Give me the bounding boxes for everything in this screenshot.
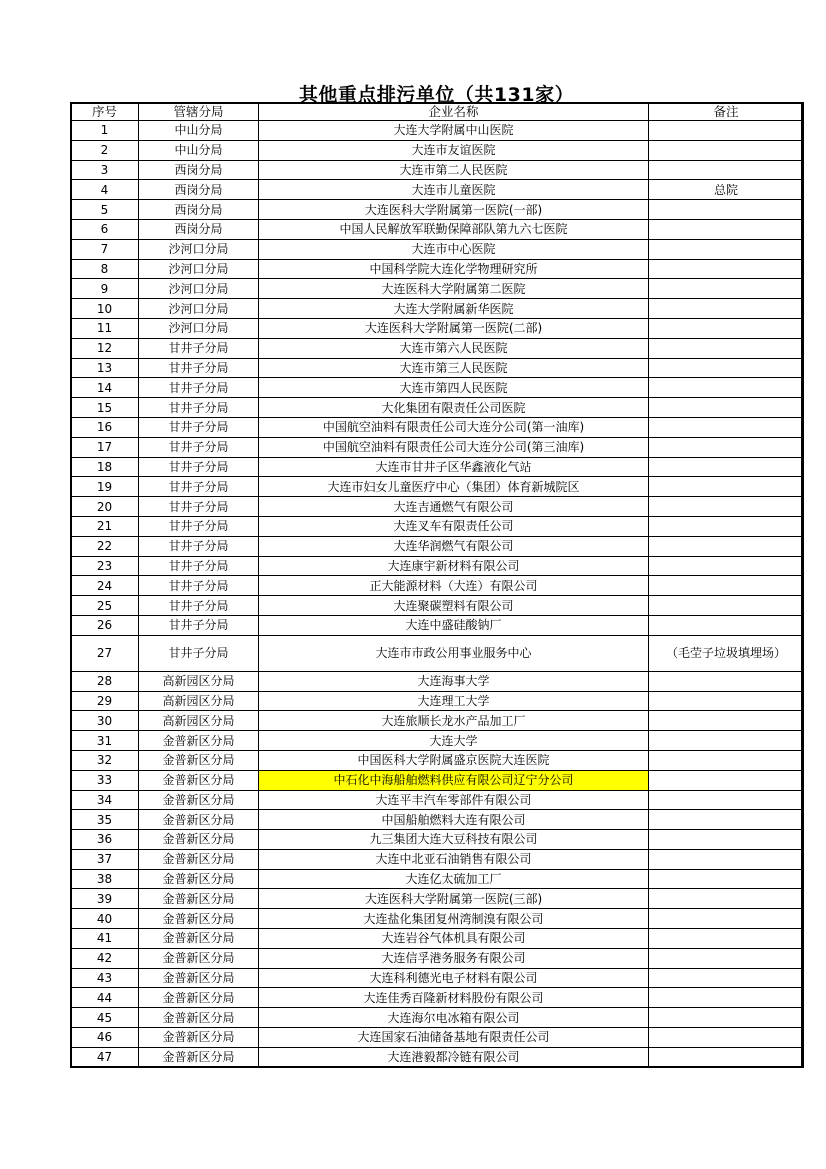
cell-district[interactable]: 金普新区分局 (139, 1047, 259, 1067)
table-row (71, 180, 804, 200)
cell-name[interactable]: 大连市妇女儿童医疗中心（集团）体育新城院区 (259, 477, 649, 497)
cell-district[interactable]: 金普新区分局 (139, 909, 259, 929)
cell-no[interactable]: 38 (71, 869, 139, 889)
cell-district[interactable]: 甘井子分局 (139, 457, 259, 477)
cell-name[interactable]: 大连大学附属中山医院 (259, 121, 649, 141)
cell-district[interactable]: 甘井子分局 (139, 635, 259, 671)
cell-name[interactable]: 大连市第二人民医院 (259, 160, 649, 180)
cell-no[interactable]: 33 (71, 770, 139, 790)
table-row (71, 516, 804, 536)
cell-note[interactable] (649, 200, 804, 220)
cell-no[interactable]: 22 (71, 536, 139, 556)
cell-no[interactable]: 8 (71, 259, 139, 279)
cell-note[interactable] (649, 731, 804, 751)
table-row (71, 968, 804, 988)
cell-no[interactable]: 7 (71, 239, 139, 259)
cell-note[interactable] (649, 318, 804, 338)
cell-name[interactable]: 大连华润燃气有限公司 (259, 536, 649, 556)
header-no[interactable]: 序号 (71, 103, 139, 121)
cell-district[interactable]: 西岗分局 (139, 160, 259, 180)
cell-name[interactable]: 大连中北亚石油销售有限公司 (259, 849, 649, 869)
cell-note[interactable] (649, 358, 804, 378)
cell-name[interactable]: 大连康宇新材料有限公司 (259, 556, 649, 576)
cell-no[interactable]: 17 (71, 437, 139, 457)
table-row (71, 691, 804, 711)
cell-note[interactable] (649, 279, 804, 299)
cell-no[interactable]: 2 (71, 140, 139, 160)
cell-name[interactable]: 大连医科大学附属第二医院 (259, 279, 649, 299)
cell-name[interactable]: 大连市第四人民医院 (259, 378, 649, 398)
table-row (71, 988, 804, 1008)
cell-name[interactable]: 中国人民解放军联勤保障部队第九六七医院 (259, 219, 649, 239)
cell-district[interactable]: 甘井子分局 (139, 378, 259, 398)
cell-note[interactable] (649, 338, 804, 358)
cell-note[interactable] (649, 140, 804, 160)
cell-no[interactable]: 5 (71, 200, 139, 220)
cell-district[interactable]: 甘井子分局 (139, 576, 259, 596)
cell-district[interactable]: 金普新区分局 (139, 790, 259, 810)
cell-name[interactable]: 大连旅顺长龙水产品加工厂 (259, 711, 649, 731)
cell-name[interactable]: 正大能源材料（大连）有限公司 (259, 576, 649, 596)
cell-district[interactable]: 金普新区分局 (139, 770, 259, 790)
cell-district[interactable]: 高新园区分局 (139, 691, 259, 711)
cell-no[interactable]: 19 (71, 477, 139, 497)
cell-name[interactable]: 大连市第六人民医院 (259, 338, 649, 358)
cell-district[interactable]: 甘井子分局 (139, 437, 259, 457)
table-row (71, 417, 804, 437)
cell-name[interactable]: 中国医科大学附属盛京医院大连医院 (259, 750, 649, 770)
cell-note[interactable] (649, 889, 804, 909)
cell-note[interactable] (649, 398, 804, 418)
cell-name[interactable]: 大连科利德光电子材料有限公司 (259, 968, 649, 988)
cell-name[interactable]: 中石化中海船舶燃料供应有限公司辽宁分公司 (259, 770, 649, 790)
cell-district[interactable]: 金普新区分局 (139, 810, 259, 830)
cell-note[interactable] (649, 750, 804, 770)
cell-name[interactable]: 中国船舶燃料大连有限公司 (259, 810, 649, 830)
cell-no[interactable]: 24 (71, 576, 139, 596)
cell-name[interactable]: 大连市第三人民医院 (259, 358, 649, 378)
table-row (71, 239, 804, 259)
cell-no[interactable]: 41 (71, 929, 139, 949)
cell-district[interactable]: 高新园区分局 (139, 711, 259, 731)
table-row (71, 711, 804, 731)
cell-note[interactable]: （毛茔子垃圾填埋场） (649, 635, 804, 671)
cell-district[interactable]: 金普新区分局 (139, 889, 259, 909)
cell-no[interactable]: 39 (71, 889, 139, 909)
cell-note[interactable] (649, 929, 804, 949)
header-note[interactable]: 备注 (649, 103, 804, 121)
cell-no[interactable]: 35 (71, 810, 139, 830)
cell-district[interactable]: 甘井子分局 (139, 358, 259, 378)
cell-no[interactable]: 47 (71, 1047, 139, 1067)
cell-district[interactable]: 沙河口分局 (139, 279, 259, 299)
cell-note[interactable] (649, 556, 804, 576)
cell-name[interactable]: 大连港毅都冷链有限公司 (259, 1047, 649, 1067)
cell-no[interactable]: 45 (71, 1008, 139, 1028)
cell-name[interactable]: 大连市友谊医院 (259, 140, 649, 160)
cell-district[interactable]: 金普新区分局 (139, 869, 259, 889)
cell-district[interactable]: 金普新区分局 (139, 1008, 259, 1028)
table-row (71, 160, 804, 180)
cell-name[interactable]: 大连平丰汽车零部件有限公司 (259, 790, 649, 810)
table-row (71, 909, 804, 929)
cell-note[interactable] (649, 1028, 804, 1048)
cell-note[interactable] (649, 968, 804, 988)
table-row (71, 1028, 804, 1048)
cell-note[interactable] (649, 1008, 804, 1028)
cell-district[interactable]: 沙河口分局 (139, 299, 259, 319)
cell-district[interactable]: 甘井子分局 (139, 556, 259, 576)
cell-note[interactable] (649, 810, 804, 830)
cell-name[interactable]: 大连大学 (259, 731, 649, 751)
cell-name[interactable]: 中国航空油料有限责任公司大连分公司(第三油库) (259, 437, 649, 457)
enterprise-table (70, 102, 804, 1068)
cell-name[interactable]: 大连信孚港务服务有限公司 (259, 948, 649, 968)
cell-district[interactable]: 金普新区分局 (139, 830, 259, 850)
table-row (71, 750, 804, 770)
table-row (71, 358, 804, 378)
cell-name[interactable]: 中国科学院大连化学物理研究所 (259, 259, 649, 279)
cell-name[interactable]: 大连医科大学附属第一医院(二部) (259, 318, 649, 338)
cell-note[interactable] (649, 671, 804, 691)
cell-name[interactable]: 大连中盛硅酸钠厂 (259, 615, 649, 635)
cell-no[interactable]: 43 (71, 968, 139, 988)
cell-district[interactable]: 西岗分局 (139, 219, 259, 239)
cell-note[interactable] (649, 849, 804, 869)
table-row (71, 477, 804, 497)
cell-no[interactable]: 14 (71, 378, 139, 398)
table-row (71, 731, 804, 751)
header-name[interactable]: 企业名称 (259, 103, 649, 121)
cell-name[interactable]: 中国航空油料有限责任公司大连分公司(第一油库) (259, 417, 649, 437)
cell-note[interactable] (649, 437, 804, 457)
table-row (71, 437, 804, 457)
cell-district[interactable]: 西岗分局 (139, 180, 259, 200)
cell-no[interactable]: 29 (71, 691, 139, 711)
cell-name[interactable]: 大连医科大学附属第一医院(一部) (259, 200, 649, 220)
table-row (71, 849, 804, 869)
table-row (71, 299, 804, 319)
cell-district[interactable]: 沙河口分局 (139, 239, 259, 259)
cell-no[interactable]: 3 (71, 160, 139, 180)
table-row (71, 318, 804, 338)
cell-no[interactable]: 26 (71, 615, 139, 635)
cell-note[interactable] (649, 121, 804, 141)
table-row (71, 556, 804, 576)
header-district[interactable]: 管辖分局 (139, 103, 259, 121)
cell-note[interactable] (649, 691, 804, 711)
cell-no[interactable]: 28 (71, 671, 139, 691)
table-row (71, 596, 804, 616)
cell-name[interactable]: 大连海尔电冰箱有限公司 (259, 1008, 649, 1028)
table-row (71, 810, 804, 830)
cell-no[interactable]: 37 (71, 849, 139, 869)
cell-no[interactable]: 1 (71, 121, 139, 141)
cell-no[interactable]: 44 (71, 988, 139, 1008)
table-row (71, 869, 804, 889)
cell-district[interactable]: 甘井子分局 (139, 497, 259, 517)
cell-note[interactable]: 总院 (649, 180, 804, 200)
cell-no[interactable]: 32 (71, 750, 139, 770)
cell-no[interactable]: 20 (71, 497, 139, 517)
cell-note[interactable] (649, 988, 804, 1008)
cell-note[interactable] (649, 711, 804, 731)
table-row (71, 497, 804, 517)
sheet-title: 其他重点排污单位（共131家） (298, 84, 575, 106)
cell-name[interactable]: 九三集团大连大豆科技有限公司 (259, 830, 649, 850)
cell-note[interactable] (649, 790, 804, 810)
cell-no[interactable]: 34 (71, 790, 139, 810)
cell-district[interactable]: 金普新区分局 (139, 849, 259, 869)
cell-name[interactable]: 大连岩谷气体机具有限公司 (259, 929, 649, 949)
cell-note[interactable] (649, 516, 804, 536)
cell-note[interactable] (649, 615, 804, 635)
cell-no[interactable]: 42 (71, 948, 139, 968)
table-row (71, 140, 804, 160)
cell-name[interactable]: 大连市市政公用事业服务中心 (259, 635, 649, 671)
cell-district[interactable]: 沙河口分局 (139, 318, 259, 338)
cell-name[interactable]: 大连医科大学附属第一医院(三部) (259, 889, 649, 909)
cell-note[interactable] (649, 160, 804, 180)
cell-name[interactable]: 大连市中心医院 (259, 239, 649, 259)
table-row (71, 948, 804, 968)
cell-district[interactable]: 甘井子分局 (139, 596, 259, 616)
cell-no[interactable]: 31 (71, 731, 139, 751)
table-row (71, 200, 804, 220)
cell-note[interactable] (649, 259, 804, 279)
cell-district[interactable]: 甘井子分局 (139, 536, 259, 556)
cell-note[interactable] (649, 830, 804, 850)
cell-note[interactable] (649, 239, 804, 259)
cell-district[interactable]: 甘井子分局 (139, 615, 259, 635)
cell-district[interactable]: 中山分局 (139, 140, 259, 160)
cell-no[interactable]: 40 (71, 909, 139, 929)
table-row (71, 338, 804, 358)
cell-note[interactable] (649, 576, 804, 596)
cell-no[interactable]: 16 (71, 417, 139, 437)
table-row (71, 770, 804, 790)
cell-district[interactable]: 金普新区分局 (139, 929, 259, 949)
cell-no[interactable]: 30 (71, 711, 139, 731)
table-row (71, 830, 804, 850)
cell-name[interactable]: 大连聚碳塑料有限公司 (259, 596, 649, 616)
cell-no[interactable]: 6 (71, 219, 139, 239)
cell-no[interactable]: 36 (71, 830, 139, 850)
cell-no[interactable]: 23 (71, 556, 139, 576)
cell-district[interactable]: 金普新区分局 (139, 968, 259, 988)
cell-note[interactable] (649, 536, 804, 556)
cell-name[interactable]: 大连亿太硫加工厂 (259, 869, 649, 889)
cell-name[interactable]: 大化集团有限责任公司医院 (259, 398, 649, 418)
cell-name[interactable]: 大连理工大学 (259, 691, 649, 711)
cell-no[interactable]: 46 (71, 1028, 139, 1048)
cell-name[interactable]: 大连大学附属新华医院 (259, 299, 649, 319)
table-row (71, 536, 804, 556)
cell-district[interactable]: 甘井子分局 (139, 338, 259, 358)
table-row (71, 790, 804, 810)
cell-note[interactable] (649, 417, 804, 437)
cell-note[interactable] (649, 909, 804, 929)
table-row (71, 929, 804, 949)
cell-no[interactable]: 25 (71, 596, 139, 616)
cell-no[interactable]: 12 (71, 338, 139, 358)
table-row (71, 889, 804, 909)
cell-name[interactable]: 大连海事大学 (259, 671, 649, 691)
cell-no[interactable]: 15 (71, 398, 139, 418)
table-row (71, 378, 804, 398)
cell-name[interactable]: 大连叉车有限责任公司 (259, 516, 649, 536)
cell-district[interactable]: 甘井子分局 (139, 417, 259, 437)
table-row (71, 121, 804, 141)
cell-name[interactable]: 大连盐化集团复州湾制溴有限公司 (259, 909, 649, 929)
table-row (71, 615, 804, 635)
cell-note[interactable] (649, 770, 804, 790)
cell-district[interactable]: 金普新区分局 (139, 731, 259, 751)
cell-district[interactable]: 西岗分局 (139, 200, 259, 220)
cell-district[interactable]: 金普新区分局 (139, 988, 259, 1008)
cell-name[interactable]: 大连佳秀百隆新材料股份有限公司 (259, 988, 649, 1008)
table-row (71, 457, 804, 477)
cell-no[interactable]: 9 (71, 279, 139, 299)
cell-district[interactable]: 甘井子分局 (139, 516, 259, 536)
cell-no[interactable]: 4 (71, 180, 139, 200)
cell-name[interactable]: 大连国家石油储备基地有限责任公司 (259, 1028, 649, 1048)
table-row (71, 398, 804, 418)
cell-note[interactable] (649, 477, 804, 497)
cell-district[interactable]: 甘井子分局 (139, 477, 259, 497)
table-row (71, 635, 804, 671)
cell-no[interactable]: 18 (71, 457, 139, 477)
cell-note[interactable] (649, 1047, 804, 1067)
cell-no[interactable]: 10 (71, 299, 139, 319)
cell-no[interactable]: 21 (71, 516, 139, 536)
cell-note[interactable] (649, 869, 804, 889)
header-row (71, 103, 804, 121)
cell-note[interactable] (649, 457, 804, 477)
cell-note[interactable] (649, 219, 804, 239)
cell-district[interactable]: 金普新区分局 (139, 1028, 259, 1048)
cell-name[interactable]: 大连市甘井子区华鑫液化气站 (259, 457, 649, 477)
table-row (71, 576, 804, 596)
cell-district[interactable]: 中山分局 (139, 121, 259, 141)
cell-note[interactable] (649, 948, 804, 968)
table-row (71, 279, 804, 299)
cell-note[interactable] (649, 497, 804, 517)
cell-district[interactable]: 高新园区分局 (139, 671, 259, 691)
cell-name[interactable]: 大连吉通燃气有限公司 (259, 497, 649, 517)
cell-note[interactable] (649, 299, 804, 319)
cell-district[interactable]: 沙河口分局 (139, 259, 259, 279)
cell-district[interactable]: 金普新区分局 (139, 948, 259, 968)
table-row (71, 259, 804, 279)
table-row (71, 219, 804, 239)
table-row (71, 1047, 804, 1067)
cell-no[interactable]: 11 (71, 318, 139, 338)
table-row (71, 671, 804, 691)
cell-district[interactable]: 甘井子分局 (139, 398, 259, 418)
cell-note[interactable] (649, 378, 804, 398)
table-row (71, 1008, 804, 1028)
cell-no[interactable]: 13 (71, 358, 139, 378)
cell-note[interactable] (649, 596, 804, 616)
cell-no[interactable]: 27 (71, 635, 139, 671)
cell-district[interactable]: 金普新区分局 (139, 750, 259, 770)
cell-name[interactable]: 大连市儿童医院 (259, 180, 649, 200)
